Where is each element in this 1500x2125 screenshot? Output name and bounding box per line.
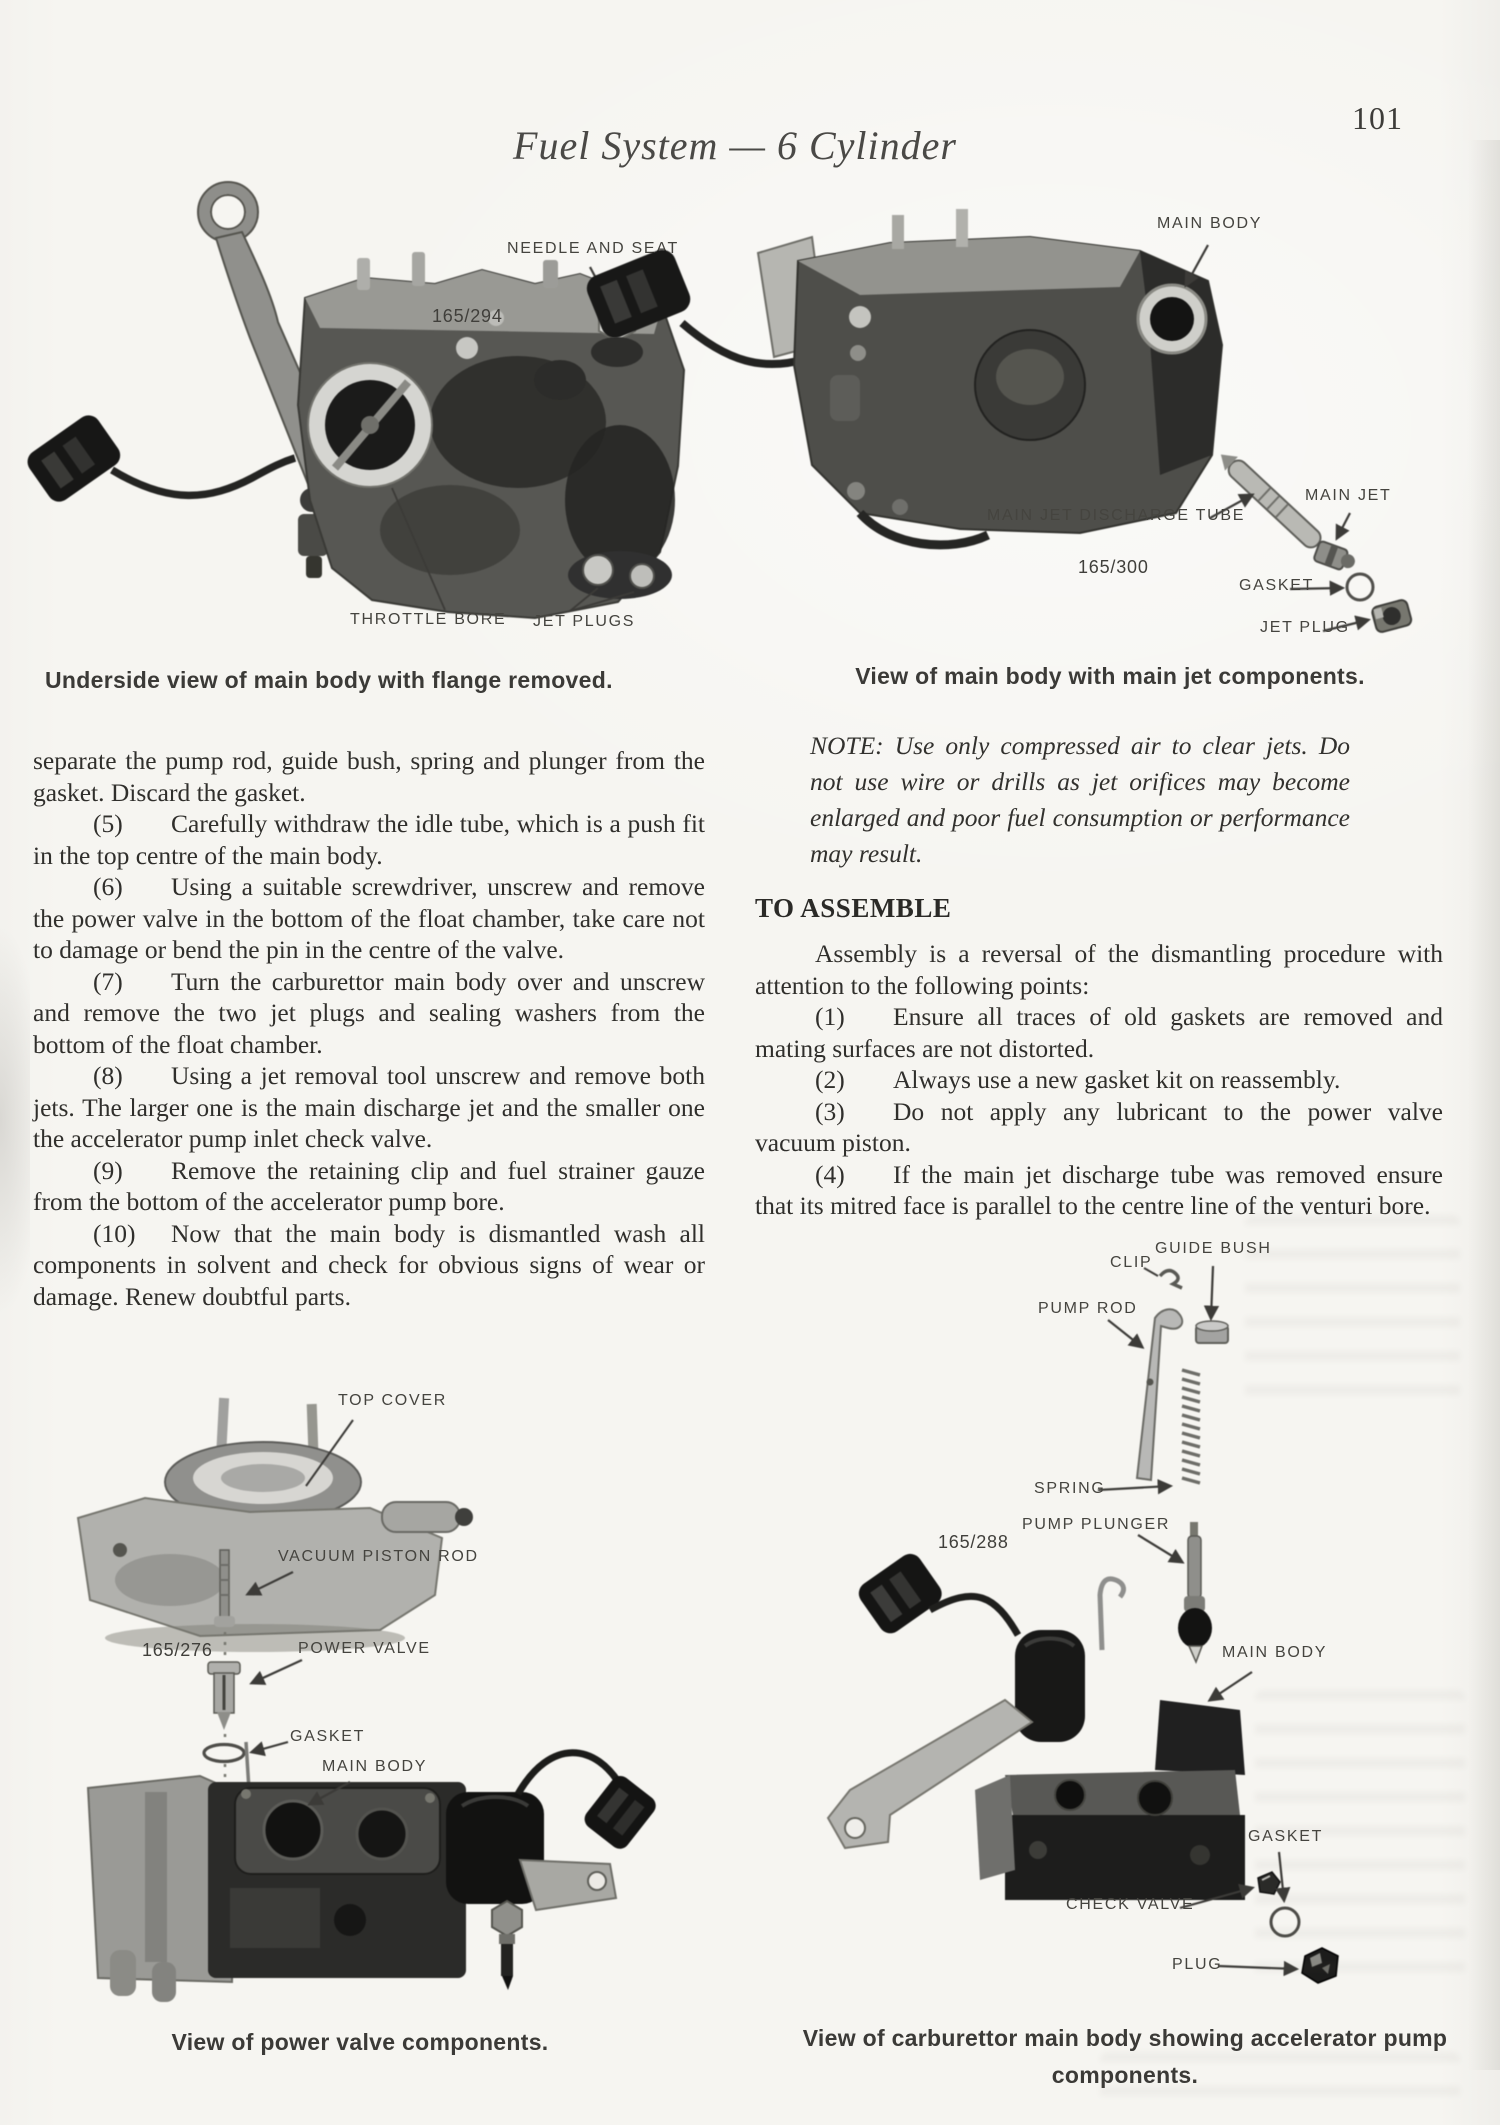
throttle-link xyxy=(1100,1579,1124,1650)
label-jet-plug: JET PLUG xyxy=(1260,619,1350,636)
page-number: 101 xyxy=(1352,100,1403,136)
figure-accel-pump-photo xyxy=(770,1230,1480,2005)
label-gasket: GASKET xyxy=(290,1728,366,1745)
paragraph-step-2 xyxy=(755,1064,1443,1096)
note-block: NOTE: Use only compressed air to clear jets. Do not use wire or drills as jet orifices may become enlarged and poor fuel consumption or performance may result. xyxy=(810,731,1350,868)
label-clip: CLIP xyxy=(1110,1254,1153,1271)
caption-accel-pump: View of carburettor main body showing accelerator pump components. xyxy=(802,2025,1448,2088)
label-vacuum-piston-rod: VACUUM PISTON ROD xyxy=(278,1548,479,1565)
leader-gasket xyxy=(1279,1852,1284,1900)
right-column xyxy=(755,938,1443,1222)
wire xyxy=(930,1596,1018,1635)
leader-pump-plunger xyxy=(1138,1535,1182,1562)
step-number: (2) xyxy=(815,1065,845,1094)
label-main-jet-discharge-tube: MAIN JET DISCHARGE TUBE xyxy=(987,507,1246,524)
label-main-body: MAIN BODY xyxy=(322,1758,428,1775)
label-plug: PLUG xyxy=(1172,1956,1223,1973)
intro-text: Assembly is a reversal of the dismantling procedure with attention to the following points: xyxy=(755,939,1443,1000)
leader-guide-bush xyxy=(1211,1266,1213,1318)
label-main-body: MAIN BODY xyxy=(1157,215,1263,232)
clip-part xyxy=(1160,1271,1182,1288)
photo-ref-165-288: 165/288 xyxy=(938,1532,1009,1552)
caption-main-jet: View of main body with main jet components. xyxy=(855,663,1365,689)
label-guide-bush: GUIDE BUSH xyxy=(1155,1240,1272,1257)
wire xyxy=(112,458,295,495)
label-gasket: GASKET xyxy=(1239,577,1315,594)
label-pump-rod: PUMP ROD xyxy=(1038,1300,1138,1317)
accelerator-pump-illustration xyxy=(770,1230,1480,2005)
label-main-body: MAIN BODY xyxy=(1222,1644,1328,1661)
gasket-part xyxy=(204,1745,244,1762)
fuel-connector xyxy=(581,1772,660,1853)
photo-ref-165-300: 165/300 xyxy=(1078,557,1149,577)
label-gasket: GASKET xyxy=(1248,1828,1324,1845)
photo-ref-165-276: 165/276 xyxy=(142,1640,213,1660)
gasket-part xyxy=(1271,1908,1299,1936)
guide-bush-part xyxy=(1196,1321,1228,1343)
step-text: Always use a new gasket kit on reassembly. xyxy=(893,1065,1341,1094)
step-number: (5) xyxy=(93,809,123,838)
power-valve-part xyxy=(208,1662,240,1674)
paragraph-step-9 xyxy=(33,1155,705,1218)
plug-part xyxy=(1302,1948,1338,1983)
leader-main-body xyxy=(1210,1672,1252,1700)
fuel-connector xyxy=(583,245,695,341)
photo-ref-165-294: 165/294 xyxy=(432,306,503,326)
section-heading: TO ASSEMBLE xyxy=(755,893,952,923)
step-text: Do not apply any lubricant to the power valve vacuum piston. xyxy=(755,1096,1443,1157)
step-number: (6) xyxy=(93,872,123,901)
paragraph-step-4 xyxy=(755,1159,1443,1222)
step-text: Ensure all traces of old gaskets are removed and mating surfaces are not distorted. xyxy=(755,1002,1443,1063)
check-valve-part xyxy=(1258,1872,1280,1894)
paragraph-step-1 xyxy=(755,1001,1443,1064)
label-jet-plugs: JET PLUGS xyxy=(533,613,636,630)
step-number: (8) xyxy=(93,1061,123,1090)
paragraph-intro xyxy=(755,938,1443,1001)
vacuum-piston-rod-part xyxy=(220,1550,229,1618)
label-needle-and-seat: NEEDLE AND SEAT xyxy=(507,240,679,257)
left-column xyxy=(33,745,705,1312)
main-jet-part xyxy=(1313,540,1358,573)
step-number: (9) xyxy=(93,1155,123,1185)
binding-shadow xyxy=(0,860,30,1380)
step-number: (1) xyxy=(815,1002,845,1031)
step-text: If the main jet discharge tube was removed ensure that its mitred face is parallel to the centre line of the venturi bore. xyxy=(755,1159,1443,1220)
jet-plug-part xyxy=(1371,599,1413,633)
label-spring: SPRING xyxy=(1034,1480,1106,1497)
paragraph-step-6 xyxy=(33,871,705,966)
paragraph: separate the pump rod, guide bush, spring and plunger from the gasket. Discard the gasket. xyxy=(33,746,705,807)
leader-spring xyxy=(1098,1486,1170,1490)
fuel-connector xyxy=(854,1549,946,1638)
page-title: Fuel System — 6 Cylinder xyxy=(513,123,957,168)
paragraph-step-10 xyxy=(33,1218,705,1313)
spring-part xyxy=(1182,1370,1200,1483)
paragraph-step-7 xyxy=(33,966,705,1061)
step-text: Using a suitable screwdriver, unscrew and remove the power valve in the bottom of the float chamber, take care not to damage or bend the pin in the centre of the valve. xyxy=(33,872,705,964)
leader-power-valve xyxy=(252,1660,302,1683)
paragraph-step-5 xyxy=(33,808,705,871)
leader-gasket xyxy=(252,1742,288,1752)
label-power-valve: POWER VALVE xyxy=(298,1640,431,1657)
pump-rod-part xyxy=(1137,1309,1182,1480)
label-throttle-bore: THROTTLE BORE xyxy=(350,611,507,628)
label-check-valve: CHECK VALVE xyxy=(1066,1896,1195,1913)
gasket-part xyxy=(1347,574,1373,600)
step-number: (3) xyxy=(815,1096,845,1126)
step-text: Remove the retaining clip and fuel strainer gauze from the bottom of the accelerator pump bore. xyxy=(33,1155,705,1216)
step-number: (10) xyxy=(93,1218,136,1248)
leader-pump-rod xyxy=(1108,1320,1142,1347)
figure-main-jet-photo xyxy=(560,195,1480,660)
step-text: Using a jet removal tool unscrew and remove both jets. The larger one is the main discharge jet and the smaller one the accelerator pump inlet check valve. xyxy=(33,1061,705,1153)
paragraph-step-8 xyxy=(33,1060,705,1155)
leader-main-jet xyxy=(1337,513,1350,538)
power-valve-illustration xyxy=(50,1390,670,2020)
label-top-cover: TOP COVER xyxy=(338,1392,447,1409)
step-number: (4) xyxy=(815,1159,845,1189)
caption-power-valve: View of power valve components. xyxy=(171,2029,549,2055)
figure-power-valve-photo xyxy=(50,1390,670,2020)
caption-underside: Underside view of main body with flange removed. xyxy=(45,667,613,693)
step-text: Carefully withdraw the idle tube, which is a push fit in the top centre of the main body. xyxy=(33,809,705,870)
step-number: (7) xyxy=(93,966,123,996)
label-main-jet: MAIN JET xyxy=(1305,487,1392,504)
paragraph-step-3 xyxy=(755,1096,1443,1159)
carburettor-main-jet-illustration xyxy=(560,195,1480,660)
step-text: Now that the main body is dismantled wash all components in solvent and check for obvious signs of wear or damage. Renew doubtful parts. xyxy=(33,1218,705,1311)
pump-plunger-part xyxy=(1178,1522,1212,1662)
step-text: Turn the carburettor main body over and unscrew and remove the two jet plugs and sealing washers from the bottom of the float chamber. xyxy=(33,966,705,1059)
leader-plug xyxy=(1218,1966,1296,1969)
label-pump-plunger: PUMP PLUNGER xyxy=(1022,1516,1171,1533)
fuel-connector xyxy=(23,411,125,507)
